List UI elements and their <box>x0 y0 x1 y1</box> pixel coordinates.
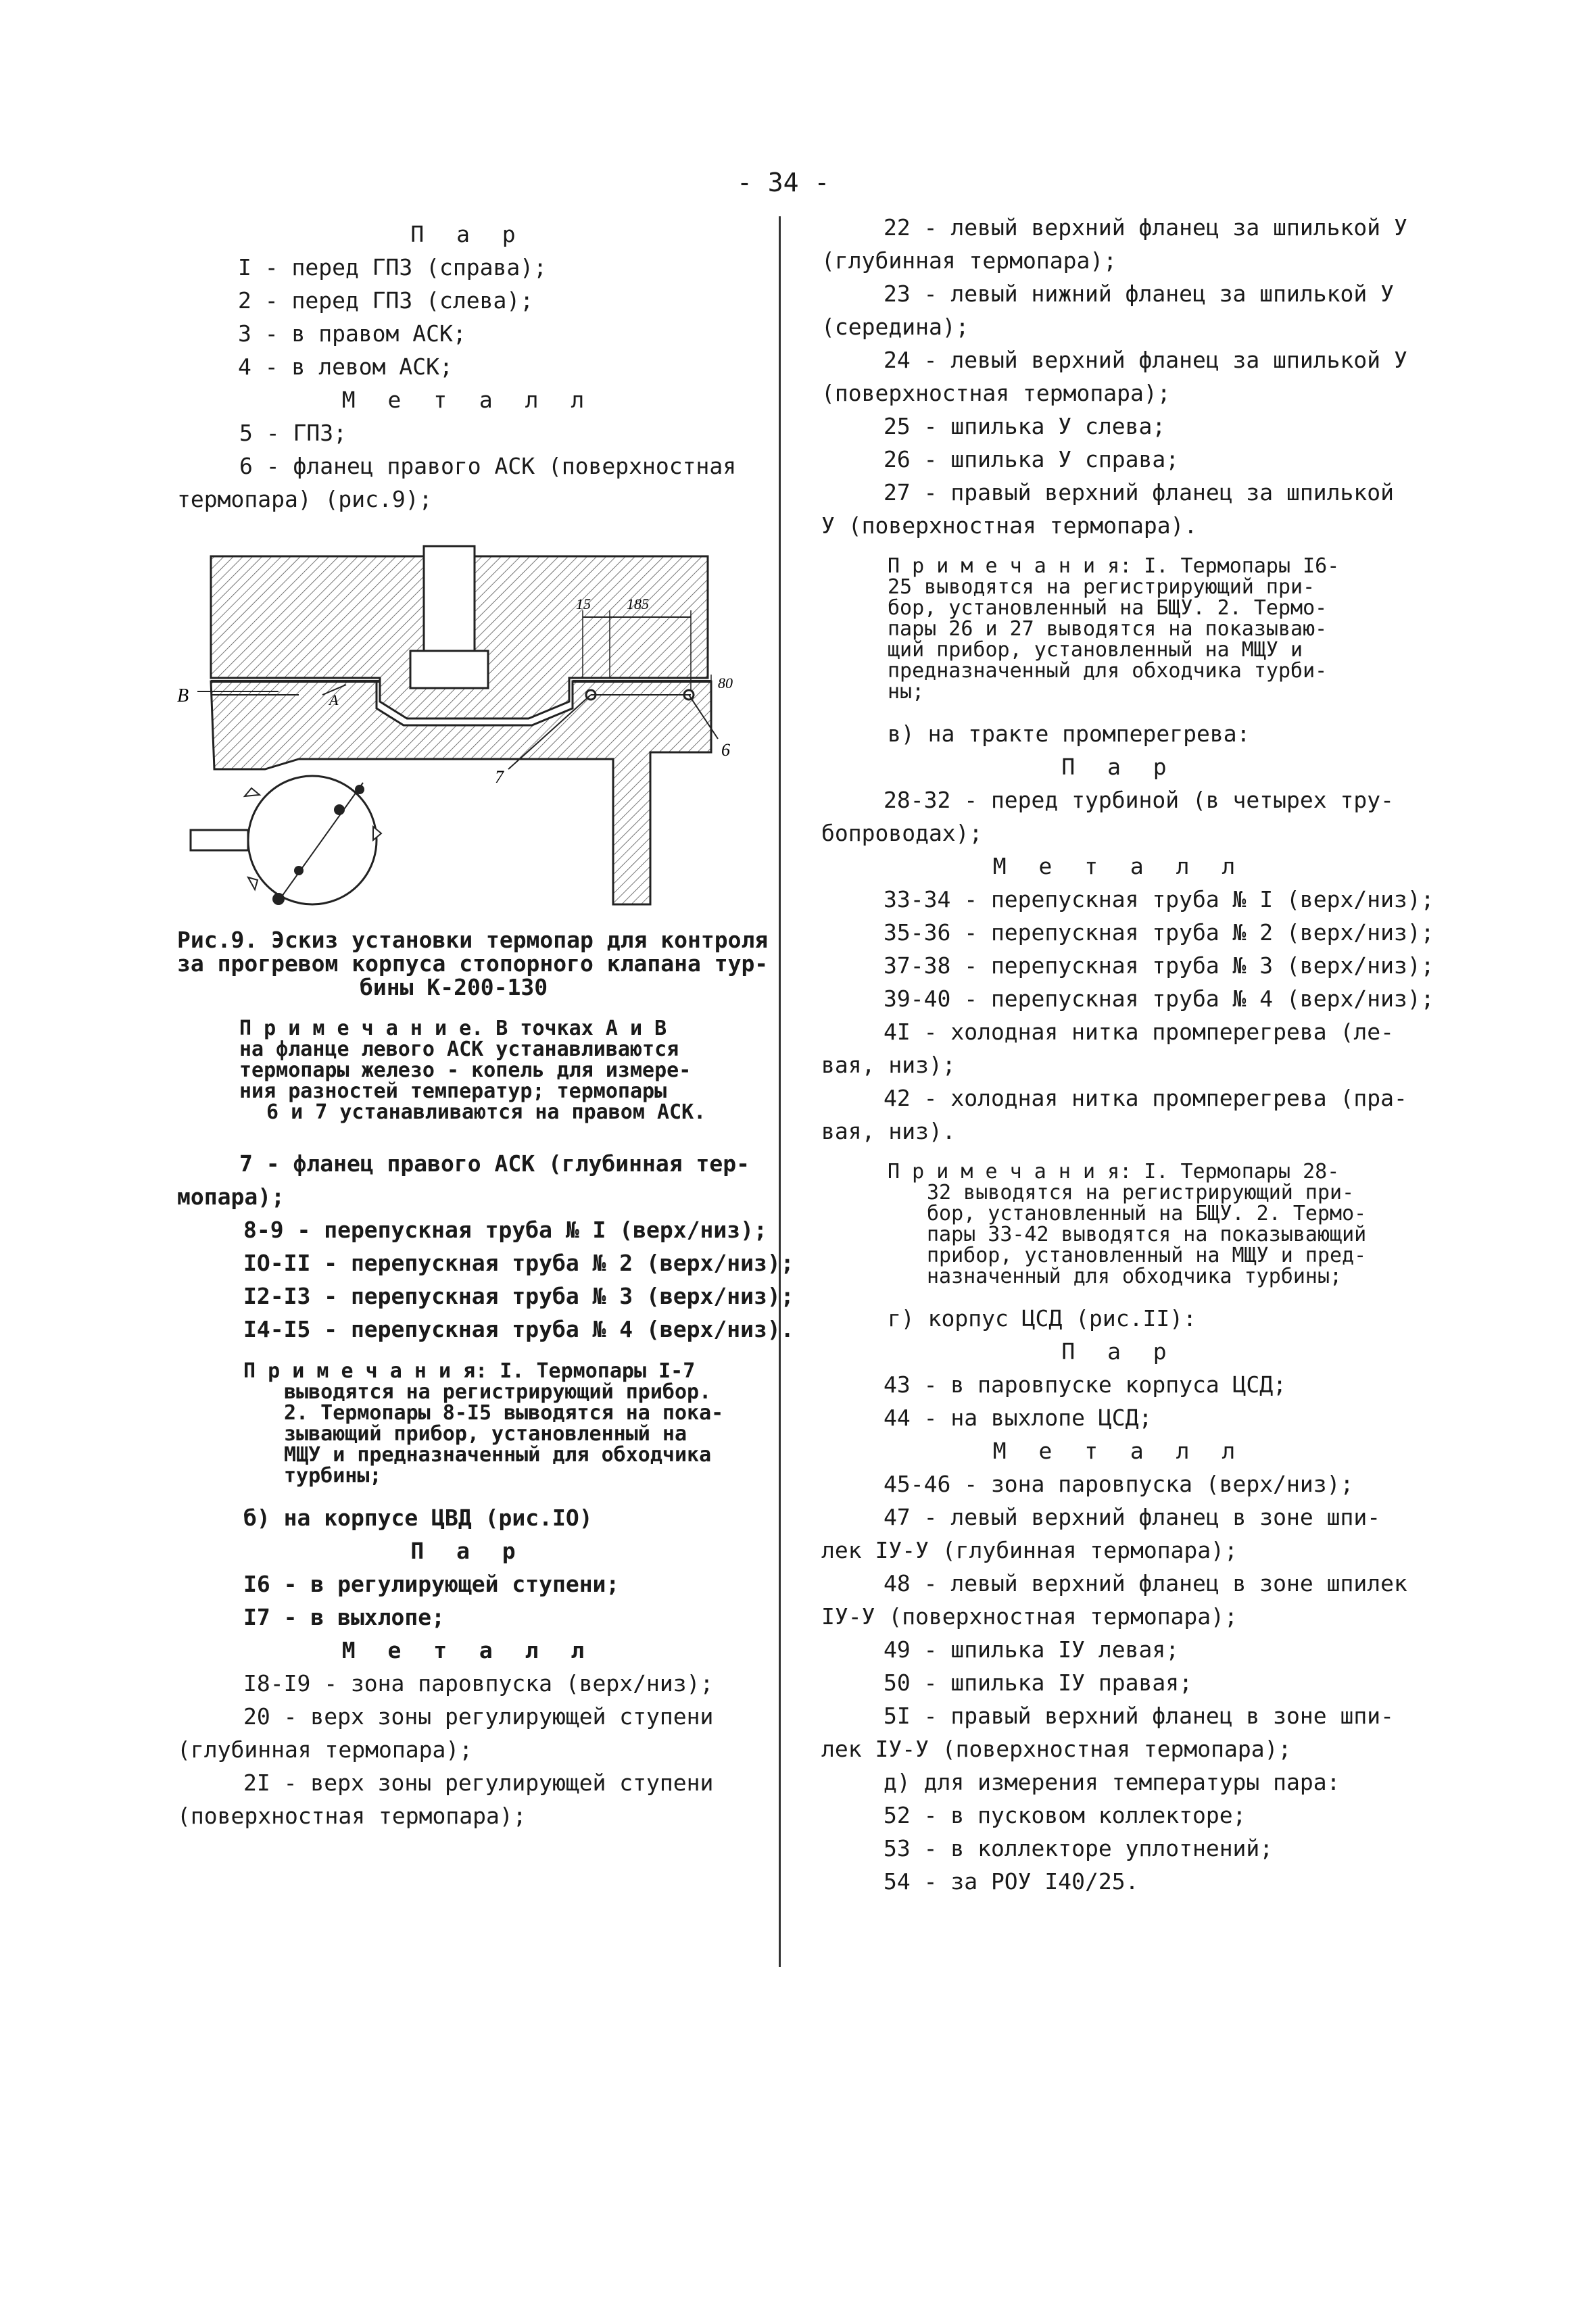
pipe-stub <box>191 830 248 850</box>
list-item: IO-II - перепускная труба № 2 (верх/низ); <box>243 1250 794 1276</box>
list-item-continuation: (поверхностная термопара); <box>177 1803 527 1829</box>
list-item-continuation: (середина); <box>821 314 969 340</box>
list-item: 47 - левый верхний фланец в зоне шпи- <box>884 1504 1381 1530</box>
heading-metall: М е т а л л <box>992 853 1245 879</box>
section-point-6 <box>355 785 364 794</box>
heading-par: П а р <box>1061 754 1176 780</box>
figure-caption-line: Рис.9. Эскиз установки термопар для контроля <box>177 927 769 953</box>
label-b: В <box>177 685 189 706</box>
list-item: 5I - правый верхний фланец в зоне шпи- <box>884 1703 1394 1729</box>
list-item: 52 - в пусковом коллекторе; <box>884 1802 1247 1828</box>
list-item-continuation: вая, низ). <box>821 1118 956 1144</box>
list-item: 23 - левый нижний фланец за шпилькой У <box>884 281 1394 307</box>
label-80: 80 <box>718 675 733 691</box>
list-item: 33-34 - перепускная труба № I (верх/низ); <box>884 886 1434 912</box>
label-185: 185 <box>627 595 649 612</box>
list-item-continuation: вая, низ); <box>821 1052 956 1078</box>
right-column <box>821 203 1434 1898</box>
list-item: 5 - ГПЗ; <box>239 420 347 446</box>
list-item-continuation: бопроводах); <box>821 820 983 846</box>
list-item: 54 - за РОУ I40/25. <box>884 1868 1139 1895</box>
note-line: 25 выводятся на регистрирующий при- <box>888 575 1315 599</box>
list-item-continuation: (глубинная термопара); <box>821 247 1117 274</box>
note-line: 2. Термопары 8-I5 выводятся на пока- <box>284 1401 724 1425</box>
list-item: 48 - левый верхний фланец в зоне шпилек <box>884 1570 1407 1597</box>
figure-9-drawing <box>177 536 758 915</box>
note-line: зывающий прибор, установленный на <box>284 1422 687 1446</box>
list-item: I7 - в выхлопе; <box>243 1604 445 1630</box>
heading-metall: М е т а л л <box>341 387 594 413</box>
note-line: турбины; <box>284 1464 382 1488</box>
list-item: 24 - левый верхний фланец за шпилькой У <box>884 347 1407 373</box>
list-item: 49 - шпилька IУ левая; <box>884 1636 1180 1663</box>
list-item: 22 - левый верхний фланец за шпилькой У <box>884 214 1407 241</box>
note-line: выводятся на регистрирующий прибор. <box>284 1380 712 1404</box>
label-6: 6 <box>721 740 730 760</box>
note-line: предназначенный для обходчика турби- <box>888 659 1328 683</box>
list-item-continuation: мопара); <box>177 1184 285 1210</box>
figure-caption-line: за прогревом корпуса стопорного клапана тур- <box>177 950 769 977</box>
note-line: на фланце левого АСК устанавливаются <box>239 1038 679 1061</box>
list-item: 7 - фланец правого АСК (глубинная тер- <box>239 1150 750 1177</box>
list-item: 35-36 - перепускная труба № 2 (верх/низ); <box>884 919 1434 946</box>
list-item: 37-38 - перепускная труба № 3 (верх/низ); <box>884 952 1434 979</box>
note-i16-27 <box>821 556 1416 702</box>
column-divider <box>779 216 781 1967</box>
list-item: 4I - холодная нитка промперегрева (ле- <box>884 1019 1394 1045</box>
list-item-continuation: У (поверхностная термопара). <box>821 512 1198 539</box>
list-item: I8-I9 - зона паровпуска (верх/низ); <box>243 1670 714 1697</box>
list-item: I - перед ГПЗ (справа); <box>238 254 547 281</box>
left-column <box>177 203 794 1832</box>
list-item: 26 - шпилька У справа; <box>884 446 1180 472</box>
note-line: щий прибор, установленный на МЩУ и <box>888 638 1303 662</box>
note-28-42 <box>821 1161 1416 1287</box>
section-point-5 <box>272 893 285 905</box>
heading-par: П а р <box>410 1538 525 1564</box>
note-line: П р и м е ч а н и е. В точках А и В <box>239 1017 667 1040</box>
note-line: прибор, установленный на МЩУ и пред- <box>927 1244 1367 1267</box>
list-item: 2I - верх зоны регулирующей ступени <box>243 1770 714 1796</box>
list-item: 50 - шпилька IУ правая; <box>884 1670 1192 1696</box>
note-figure-9 <box>177 1018 758 1123</box>
list-item: 39-40 - перепускная труба № 4 (верх/низ); <box>884 985 1434 1012</box>
note-line: бор, установленный на БЩУ. 2. Термо- <box>888 596 1328 620</box>
valve-stem-collar <box>410 651 488 688</box>
list-item: I4-I5 - перепускная труба № 4 (верх/низ). <box>243 1316 794 1342</box>
list-item-continuation: IУ-У (поверхностная термопара); <box>821 1603 1238 1630</box>
section-point-a <box>294 866 304 875</box>
note-line: ны; <box>888 680 925 704</box>
section-heading-d: д) для измерения температуры пара: <box>884 1769 1340 1795</box>
list-item: 20 - верх зоны регулирующей ступени <box>243 1703 714 1730</box>
note-line: назначенный для обходчика турбины; <box>927 1265 1343 1288</box>
heading-metall: М е т а л л <box>341 1637 594 1663</box>
list-item-continuation: (глубинная термопара); <box>177 1736 473 1763</box>
note-pipes <box>177 1361 758 1486</box>
section-heading-b: б) на корпусе ЦВД (рис.IO) <box>243 1505 593 1531</box>
note-line: 32 выводятся на регистрирующий при- <box>927 1181 1355 1204</box>
note-line: П р и м е ч а н и я: I. Термопары I6- <box>888 554 1340 578</box>
note-line: термопары железо - копель для измере- <box>239 1058 692 1082</box>
note-line: МЩУ и предназначенный для обходчика <box>284 1443 712 1467</box>
list-item: 45-46 - зона паровпуска (верх/низ); <box>884 1471 1354 1497</box>
list-item: 42 - холодная нитка промперегрева (пра- <box>884 1085 1407 1111</box>
heading-par: П а р <box>1061 1338 1176 1365</box>
page-number: - 34 - <box>737 168 830 197</box>
note-line: бор, установленный на БЩУ. 2. Термо- <box>927 1202 1367 1225</box>
list-item-continuation: термопара) (рис.9); <box>177 486 433 512</box>
list-item: 53 - в коллекторе уплотнений; <box>884 1835 1274 1861</box>
section-point-7 <box>334 804 345 815</box>
list-item: I6 - в регулирующей ступени; <box>243 1571 620 1597</box>
list-item: I2-I3 - перепускная труба № 3 (верх/низ); <box>243 1283 794 1309</box>
list-item: 3 - в правом АСК; <box>238 320 466 347</box>
list-item: 44 - на выхлопе ЦСД; <box>884 1405 1153 1431</box>
section-heading-g: г) корпус ЦСД (рис.II): <box>888 1305 1196 1332</box>
list-item: 4 - в левом АСК; <box>238 354 453 380</box>
list-item-continuation: лек IУ-У (поверхностная термопара); <box>821 1736 1292 1762</box>
label-a: А <box>329 691 339 708</box>
list-item: 27 - правый верхний фланец за шпилькой <box>884 479 1394 506</box>
valve-stem <box>424 546 475 664</box>
note-line: 6 и 7 устанавливаются на правом АСК. <box>266 1100 706 1124</box>
section-heading-v: в) на тракте промперегрева: <box>888 721 1251 747</box>
flange-section-circle <box>248 776 377 904</box>
list-item-continuation: лек IУ-У (глубинная термопара); <box>821 1537 1238 1563</box>
figure-caption-line: бины К-200-130 <box>360 974 548 1000</box>
list-item: 25 - шпилька У слева; <box>884 413 1166 439</box>
list-item-continuation: (поверхностная термопара); <box>821 380 1171 406</box>
note-line: П р и м е ч а н и я: I. Термопары 28- <box>888 1160 1340 1184</box>
note-line: пары 26 и 27 выводятся на показываю- <box>888 617 1328 641</box>
note-line: пары 33-42 выводятся на показывающий <box>927 1223 1367 1246</box>
list-item: 2 - перед ГПЗ (слева); <box>238 287 534 314</box>
note-line: ния разностей температур; термопары <box>239 1079 667 1103</box>
list-item: 28-32 - перед турбиной (в четырех тру- <box>884 787 1394 813</box>
heading-par: П а р <box>410 221 525 247</box>
list-item: 8-9 - перепускная труба № I (верх/низ); <box>243 1217 767 1243</box>
label-7: 7 <box>495 767 504 787</box>
list-item: 6 - фланец правого АСК (поверхностная <box>239 453 737 479</box>
note-line: П р и м е ч а н и я: I. Термопары I-7 <box>243 1359 696 1383</box>
heading-metall: М е т а л л <box>992 1438 1245 1464</box>
label-15: 15 <box>576 595 591 612</box>
list-item: 43 - в паровпуске корпуса ЦСД; <box>884 1371 1287 1398</box>
